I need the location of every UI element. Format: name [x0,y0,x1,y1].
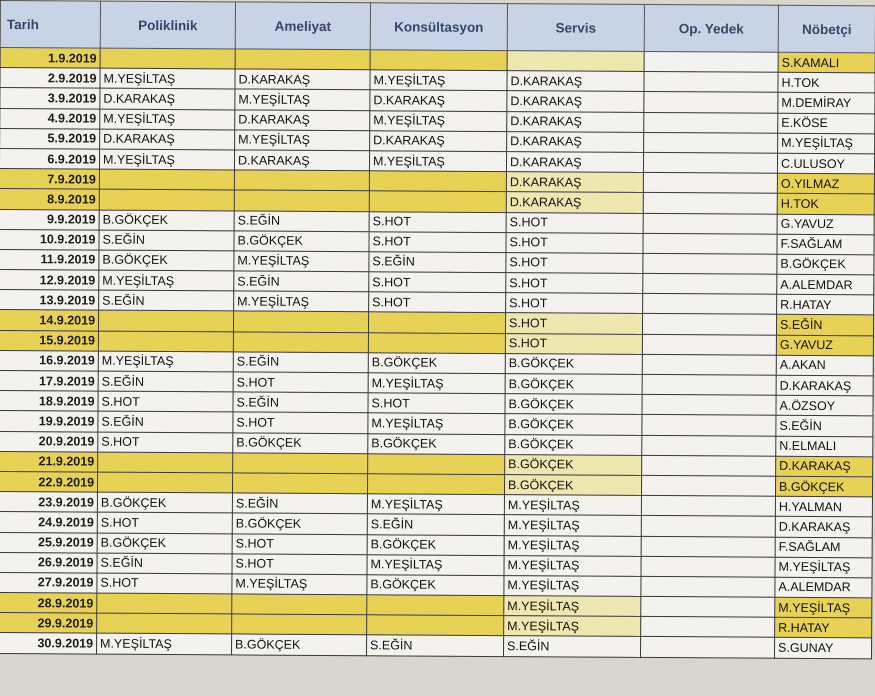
servis-cell[interactable]: B.GÖKÇEK [505,394,642,415]
ameliyat-cell[interactable] [234,190,369,211]
nobetci-cell[interactable]: A.ALEMDAR [777,274,874,295]
column-header-servis[interactable]: Servis [507,4,644,52]
op-yedek-cell[interactable] [643,233,777,254]
nobetci-cell[interactable]: D.KARAKAŞ [776,375,873,396]
konsultasyon-cell[interactable]: M.YEŞİLTAŞ [368,373,505,394]
servis-cell[interactable]: S.HOT [506,273,643,294]
date-cell[interactable]: 30.9.2019 [0,633,97,654]
header-row [0,1,875,53]
servis-cell[interactable]: M.YEŞİLTAŞ [504,535,641,556]
konsultasyon-cell[interactable]: M.YEŞİLTAŞ [368,413,505,434]
servis-cell[interactable]: S.EĞİN [504,636,641,657]
ameliyat-cell[interactable] [234,170,369,191]
date-cell[interactable]: 16.9.2019 [0,350,98,371]
op-yedek-cell[interactable] [642,334,776,355]
poliklinik-cell[interactable]: M.YEŞİLTAŞ [98,351,233,372]
date-cell[interactable]: 29.9.2019 [0,613,97,634]
op-yedek-cell[interactable] [643,213,777,234]
date-cell[interactable]: 12.9.2019 [0,270,99,291]
nobetci-cell[interactable]: A.AKAN [776,355,873,376]
poliklinik-cell[interactable]: S.EĞİN [97,553,232,574]
date-cell[interactable]: 22.9.2019 [0,471,98,492]
poliklinik-cell[interactable]: S.HOT [98,432,233,453]
op-yedek-cell[interactable] [642,314,776,335]
op-yedek-cell[interactable] [643,273,777,294]
poliklinik-cell[interactable]: S.HOT [97,512,232,533]
date-cell[interactable]: 7.9.2019 [0,169,99,190]
konsultasyon-cell[interactable]: M.YEŞİLTAŞ [367,554,504,575]
date-cell[interactable]: 10.9.2019 [0,229,99,250]
poliklinik-cell[interactable]: D.KARAKAŞ [100,88,235,109]
op-yedek-cell[interactable] [643,173,777,194]
servis-cell[interactable]: D.KARAKAŞ [506,152,643,173]
op-yedek-cell[interactable] [644,92,778,113]
ameliyat-cell[interactable] [233,453,368,474]
nobetci-cell[interactable]: G.YAVUZ [776,335,873,356]
servis-cell[interactable]: M.YEŞİLTAŞ [504,616,641,637]
poliklinik-cell[interactable] [97,593,232,614]
konsultasyon-cell[interactable]: B.GÖKÇEK [368,433,505,454]
date-cell[interactable]: 4.9.2019 [0,108,100,129]
nobetci-cell[interactable]: B.GÖKÇEK [777,254,874,275]
op-yedek-cell[interactable] [641,576,775,597]
servis-cell[interactable]: B.GÖKÇEK [505,434,642,455]
nobetci-cell[interactable]: F.SAĞLAM [777,234,874,255]
date-cell[interactable]: 17.9.2019 [0,370,98,391]
konsultasyon-cell[interactable]: B.GÖKÇEK [367,534,504,555]
konsultasyon-cell[interactable]: D.KARAKAŞ [370,131,507,152]
poliklinik-cell[interactable] [97,613,232,634]
ameliyat-cell[interactable]: S.HOT [233,412,368,433]
date-cell[interactable]: 26.9.2019 [0,552,97,573]
date-cell[interactable]: 5.9.2019 [0,128,100,149]
op-yedek-cell[interactable] [642,374,776,395]
date-cell[interactable]: 15.9.2019 [0,330,98,351]
ameliyat-cell[interactable]: M.YEŞİLTAŞ [235,130,370,151]
nobetci-cell[interactable]: S.EĞİN [776,416,873,437]
servis-cell[interactable]: B.GÖKÇEK [505,414,642,435]
servis-cell[interactable]: D.KARAKAŞ [506,192,643,213]
poliklinik-cell[interactable] [98,452,233,473]
ameliyat-cell[interactable]: S.EĞİN [233,352,368,373]
konsultasyon-cell[interactable]: M.YEŞİLTAŞ [370,110,507,131]
poliklinik-cell[interactable]: M.YEŞİLTAŞ [100,109,235,130]
poliklinik-cell[interactable]: M.YEŞİLTAŞ [100,68,235,89]
date-cell[interactable]: 3.9.2019 [0,88,100,109]
date-cell[interactable]: 18.9.2019 [0,391,98,412]
servis-cell[interactable]: D.KARAKAŞ [507,91,644,112]
konsultasyon-cell[interactable] [368,332,505,353]
date-cell[interactable]: 6.9.2019 [0,148,100,169]
ameliyat-cell[interactable]: B.GÖKÇEK [234,231,369,252]
date-cell[interactable]: 28.9.2019 [0,593,97,614]
op-yedek-cell[interactable] [643,152,777,173]
konsultasyon-cell[interactable] [370,50,507,71]
konsultasyon-cell[interactable]: S.EĞİN [367,514,504,535]
poliklinik-cell[interactable] [99,169,234,190]
nobetci-cell[interactable]: M.YEŞİLTAŞ [778,133,875,154]
servis-cell[interactable]: S.HOT [505,313,642,334]
konsultasyon-cell[interactable]: B.GÖKÇEK [367,575,504,596]
schedule-body [0,48,875,659]
nobetci-cell[interactable]: D.KARAKAŞ [775,517,872,538]
date-cell[interactable]: 21.9.2019 [0,451,98,472]
column-header-ameliyat[interactable]: Ameliyat [235,2,370,50]
date-cell[interactable]: 14.9.2019 [0,310,99,331]
op-yedek-cell[interactable] [641,556,775,577]
servis-cell[interactable]: D.KARAKAŞ [507,71,644,92]
servis-cell[interactable]: D.KARAKAŞ [507,131,644,152]
ameliyat-cell[interactable]: S.EĞİN [234,271,369,292]
servis-cell[interactable]: B.GÖKÇEK [505,454,642,475]
ameliyat-cell[interactable] [233,332,368,353]
op-yedek-cell[interactable] [642,395,776,416]
op-yedek-cell[interactable] [642,415,776,436]
date-cell[interactable]: 24.9.2019 [0,512,97,533]
ameliyat-cell[interactable] [232,594,367,615]
date-cell[interactable]: 25.9.2019 [0,532,97,553]
op-yedek-cell[interactable] [641,617,775,638]
poliklinik-cell[interactable] [98,331,233,352]
column-header-konsultasyon[interactable]: Konsültasyon [370,3,507,51]
column-header-poliklinik[interactable]: Poliklinik [100,1,235,49]
poliklinik-cell[interactable]: M.YEŞİLTAŞ [99,149,234,170]
poliklinik-cell[interactable] [100,48,235,69]
nobetci-cell[interactable]: A.ÖZSOY [776,395,873,416]
poliklinik-cell[interactable]: B.GÖKÇEK [99,210,234,231]
ameliyat-cell[interactable]: S.HOT [232,554,367,575]
poliklinik-cell[interactable]: B.GÖKÇEK [99,250,234,271]
nobetci-cell[interactable]: C.ULUSOY [777,153,874,174]
table-row [0,633,872,659]
column-header-op-yedek[interactable]: Op. Yedek [644,4,778,52]
ameliyat-cell[interactable]: S.EĞİN [233,392,368,413]
poliklinik-cell[interactable]: S.HOT [97,573,232,594]
ameliyat-cell[interactable]: D.KARAKAŞ [235,109,370,130]
poliklinik-cell[interactable]: B.GÖKÇEK [97,492,232,513]
servis-cell[interactable]: B.GÖKÇEK [505,353,642,374]
servis-cell[interactable]: B.GÖKÇEK [504,475,641,496]
poliklinik-cell[interactable]: S.EĞİN [98,371,233,392]
servis-cell[interactable]: M.YEŞİLTAŞ [504,555,641,576]
op-yedek-cell[interactable] [644,112,778,133]
date-cell[interactable]: 20.9.2019 [0,431,98,452]
date-cell[interactable]: 19.9.2019 [0,411,98,432]
ameliyat-cell[interactable]: B.GÖKÇEK [232,634,367,655]
nobetci-cell[interactable]: R.HATAY [777,295,874,316]
op-yedek-cell[interactable] [644,51,778,72]
konsultasyon-cell[interactable]: S.HOT [369,231,506,252]
op-yedek-cell[interactable] [641,536,775,557]
servis-cell[interactable]: S.HOT [505,333,642,354]
ameliyat-cell[interactable]: S.EĞİN [232,493,367,514]
ameliyat-cell[interactable] [235,49,370,70]
konsultasyon-cell[interactable]: S.HOT [368,393,505,414]
konsultasyon-cell[interactable]: M.YEŞİLTAŞ [369,151,506,172]
date-cell[interactable]: 11.9.2019 [0,249,99,270]
op-yedek-cell[interactable] [642,354,776,375]
date-cell[interactable]: 1.9.2019 [0,48,100,69]
servis-cell[interactable]: S.HOT [506,293,643,314]
konsultasyon-cell[interactable]: S.EĞİN [367,635,504,656]
poliklinik-cell[interactable]: S.EĞİN [99,230,234,251]
servis-cell[interactable]: M.YEŞİLTAŞ [504,515,641,536]
konsultasyon-cell[interactable] [368,454,505,475]
poliklinik-cell[interactable] [98,311,233,332]
date-cell[interactable]: 9.9.2019 [0,209,99,230]
ameliyat-cell[interactable]: M.YEŞİLTAŞ [235,89,370,110]
konsultasyon-cell[interactable]: S.HOT [369,272,506,293]
servis-cell[interactable]: M.YEŞİLTAŞ [504,575,641,596]
nobetci-cell[interactable]: M.YEŞİLTAŞ [775,597,872,618]
konsultasyon-cell[interactable] [367,474,504,495]
nobetci-cell[interactable]: H.TOK [778,72,875,93]
ameliyat-cell[interactable]: B.GÖKÇEK [232,513,367,534]
konsultasyon-cell[interactable]: M.YEŞİLTAŞ [367,494,504,515]
ameliyat-cell[interactable]: B.GÖKÇEK [233,432,368,453]
poliklinik-cell[interactable]: D.KARAKAŞ [100,129,235,150]
servis-cell[interactable] [507,51,644,72]
op-yedek-cell[interactable] [644,132,778,153]
nobetci-cell[interactable]: S.EĞİN [776,315,873,336]
servis-cell[interactable]: M.YEŞİLTAŞ [504,495,641,516]
poliklinik-cell[interactable]: S.EĞİN [98,411,233,432]
konsultasyon-cell[interactable] [369,171,506,192]
konsultasyon-cell[interactable]: M.YEŞİLTAŞ [370,70,507,91]
konsultasyon-cell[interactable]: S.HOT [369,292,506,313]
ameliyat-cell[interactable]: S.HOT [232,533,367,554]
op-yedek-cell[interactable] [640,637,774,658]
nobetci-cell[interactable]: B.GÖKÇEK [775,476,872,497]
poliklinik-cell[interactable]: M.YEŞİLTAŞ [99,270,234,291]
nobetci-cell[interactable]: N.ELMALI [776,436,873,457]
op-yedek-cell[interactable] [641,475,775,496]
op-yedek-cell[interactable] [641,596,775,617]
op-yedek-cell[interactable] [644,72,778,93]
servis-cell[interactable]: S.HOT [506,232,643,253]
servis-cell[interactable]: D.KARAKAŞ [506,172,643,193]
poliklinik-cell[interactable] [97,472,232,493]
nobetci-cell[interactable]: R.HATAY [775,617,872,638]
poliklinik-cell[interactable]: M.YEŞİLTAŞ [97,634,232,655]
date-cell[interactable]: 8.9.2019 [0,189,99,210]
op-yedek-cell[interactable] [641,516,775,537]
op-yedek-cell[interactable] [643,294,777,315]
nobetci-cell[interactable]: S.GUNAY [774,638,871,659]
op-yedek-cell[interactable] [643,253,777,274]
ameliyat-cell[interactable]: M.YEŞİLTAŞ [234,251,369,272]
nobetci-cell[interactable]: D.KARAKAŞ [776,456,873,477]
op-yedek-cell[interactable] [643,193,777,214]
nobetci-cell[interactable]: H.YALMAN [775,496,872,517]
nobetci-cell[interactable]: M.DEMİRAY [778,93,875,114]
ameliyat-cell[interactable]: M.YEŞİLTAŞ [232,574,367,595]
konsultasyon-cell[interactable]: D.KARAKAŞ [370,90,507,111]
konsultasyon-cell[interactable]: B.GÖKÇEK [368,353,505,374]
nobetci-cell[interactable]: H.TOK [777,194,874,215]
ameliyat-cell[interactable] [232,473,367,494]
nobetci-cell[interactable]: G.YAVUZ [777,214,874,235]
nobetci-cell[interactable]: O.YILMAZ [777,173,874,194]
ameliyat-cell[interactable]: S.EĞİN [234,210,369,231]
ameliyat-cell[interactable] [232,614,367,635]
konsultasyon-cell[interactable] [368,312,505,333]
ameliyat-cell[interactable]: D.KARAKAŞ [235,69,370,90]
ameliyat-cell[interactable]: M.YEŞİLTAŞ [234,291,369,312]
konsultasyon-cell[interactable] [369,191,506,212]
column-header-tarih[interactable]: Tarih [0,1,100,49]
servis-cell[interactable]: M.YEŞİLTAŞ [504,596,641,617]
nobetci-cell[interactable]: M.YEŞİLTAŞ [775,557,872,578]
servis-cell[interactable]: S.HOT [506,252,643,273]
ameliyat-cell[interactable]: D.KARAKAŞ [234,150,369,171]
date-cell[interactable]: 23.9.2019 [0,492,97,513]
konsultasyon-cell[interactable] [367,595,504,616]
poliklinik-cell[interactable]: B.GÖKÇEK [97,533,232,554]
ameliyat-cell[interactable] [233,311,368,332]
nobetci-cell[interactable]: E.KÖSE [778,113,875,134]
op-yedek-cell[interactable] [642,435,776,456]
servis-cell[interactable]: B.GÖKÇEK [505,374,642,395]
nobetci-cell[interactable]: F.SAĞLAM [775,537,872,558]
konsultasyon-cell[interactable]: S.EĞİN [369,252,506,273]
column-header-nobetci[interactable]: Nöbetçi [778,5,875,53]
date-cell[interactable]: 13.9.2019 [0,290,99,311]
poliklinik-cell[interactable]: S.HOT [98,391,233,412]
nobetci-cell[interactable]: A.ALEMDAR [775,577,872,598]
op-yedek-cell[interactable] [641,496,775,517]
poliklinik-cell[interactable]: S.EĞİN [99,290,234,311]
servis-cell[interactable]: D.KARAKAŞ [507,111,644,132]
ameliyat-cell[interactable]: S.HOT [233,372,368,393]
servis-cell[interactable]: S.HOT [506,212,643,233]
nobetci-cell[interactable]: S.KAMALI [778,52,875,73]
konsultasyon-cell[interactable] [367,615,504,636]
op-yedek-cell[interactable] [642,455,776,476]
poliklinik-cell[interactable] [99,189,234,210]
date-cell[interactable]: 2.9.2019 [0,68,100,89]
konsultasyon-cell[interactable]: S.HOT [369,211,506,232]
date-cell[interactable]: 27.9.2019 [0,572,97,593]
